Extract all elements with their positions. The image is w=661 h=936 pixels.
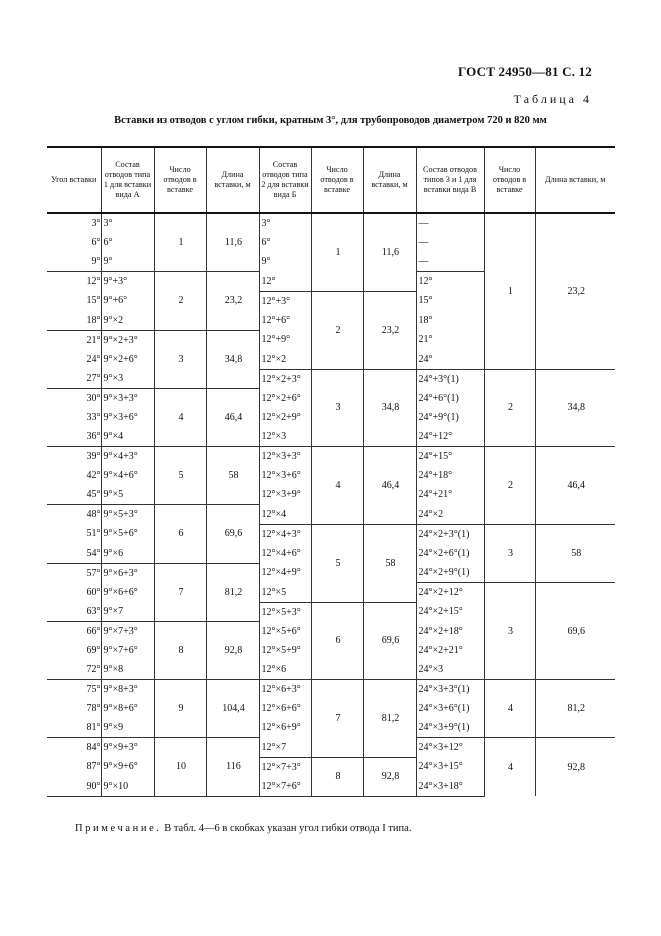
header-composition-a: Состав отводов типа 1 для вставки вида А: [101, 147, 154, 213]
table-row: [47, 524, 615, 544]
footnote: [75, 823, 411, 834]
angle-cell: 30°: [47, 389, 101, 409]
length-a-cell: 92,8: [206, 622, 259, 680]
header-length-c: Длина вставки, м: [535, 147, 615, 213]
table-body: [47, 213, 615, 796]
count-a-cell: 2: [154, 272, 206, 331]
composition-b-cell: 12°×4+9°: [259, 563, 311, 583]
composition-b-cell: 12°+9°: [259, 330, 311, 350]
angle-cell: 60°: [86, 586, 101, 598]
header-angle: Угол вставки: [51, 174, 97, 184]
length-c-cell: 81,2: [535, 680, 615, 738]
composition-a-cell: 9°×3+6°: [101, 408, 154, 427]
count-a-cell: 3: [154, 330, 206, 389]
angle-cell: 9°: [91, 256, 101, 267]
footnote-label: Примечание.: [75, 823, 162, 834]
composition-a-cell: 9°×9+6°: [101, 757, 154, 777]
count-a-cell: 7: [154, 563, 206, 622]
composition-a-cell: 9°×7+3°: [101, 622, 154, 642]
inserts-table: [47, 146, 615, 797]
count-a-cell: 1: [154, 213, 206, 272]
angle-cell: 39°: [47, 447, 101, 467]
header-composition-c: Состав отводов типов 3 и 1 для вставки вида В: [416, 147, 484, 213]
angle-cell: 45°: [86, 489, 101, 500]
composition-c-cell: 24°×3+15°: [416, 757, 484, 777]
angle-cell: 57°: [47, 563, 101, 583]
composition-c-cell: 24°+21°: [416, 485, 484, 505]
composition-a-cell: 9°+3°: [101, 272, 154, 292]
composition-b-cell: 12°×5+9°: [259, 641, 311, 660]
angle-cell: 90°: [47, 777, 101, 797]
composition-a-cell: 9°×6+6°: [101, 583, 154, 603]
header-count-a: Число отводов в вставке: [154, 147, 206, 213]
composition-c-cell: 24°+18°: [416, 466, 484, 485]
count-c-cell: 4: [484, 680, 535, 738]
composition-a-cell: 9°×7: [101, 602, 154, 622]
length-c-cell: 34,8: [535, 369, 615, 447]
angle-cell: 69°: [86, 645, 101, 656]
composition-c-cell: 24°+6°(1): [416, 389, 484, 409]
composition-b-cell: 12°×3+6°: [259, 466, 311, 485]
composition-c-cell: 24°×3: [416, 660, 484, 680]
length-b-cell: 69,6: [363, 602, 416, 680]
count-a-cell: 6: [154, 505, 206, 564]
length-c-cell: 58: [535, 524, 615, 583]
composition-a-cell: 9°×8: [101, 660, 154, 680]
length-a-cell: 34,8: [206, 330, 259, 389]
composition-c-cell: 24°×2+9°(1): [416, 563, 484, 583]
composition-b-cell: 12°×2+6°: [259, 389, 311, 409]
composition-c-cell: 21°: [416, 330, 484, 350]
composition-a-cell: 9°×3+3°: [101, 389, 154, 409]
composition-a-cell: 6°: [101, 233, 154, 252]
composition-b-cell: 6°: [259, 233, 311, 252]
composition-c-cell: 24°×3+6°(1): [416, 699, 484, 718]
count-a-cell: 10: [154, 738, 206, 797]
count-c-cell: 2: [484, 369, 535, 447]
composition-a-cell: 9°×8+6°: [101, 699, 154, 718]
composition-a-cell: 9°×4: [101, 427, 154, 447]
count-c-cell: 2: [484, 447, 535, 525]
composition-c-cell: —: [416, 233, 484, 252]
composition-a-cell: 9°×2+3°: [101, 330, 154, 350]
composition-a-cell: 9°×4+3°: [101, 447, 154, 467]
table-row: [47, 369, 615, 389]
composition-c-cell: 24°×3+12°: [416, 738, 484, 758]
composition-c-cell: 24°×2: [416, 505, 484, 525]
count-a-cell: 5: [154, 447, 206, 505]
composition-b-cell: 12°×2: [259, 350, 311, 370]
length-b-cell: 58: [363, 524, 416, 602]
length-a-cell: 81,2: [206, 563, 259, 622]
length-b-cell: 23,2: [363, 291, 416, 369]
composition-b-cell: 12°×2+9°: [259, 408, 311, 427]
angle-cell: 51°: [86, 528, 101, 540]
table-row: [47, 680, 615, 700]
composition-a-cell: 9°×5+6°: [101, 524, 154, 544]
composition-a-cell: 9°×6: [101, 544, 154, 564]
composition-a-cell: 9°×2+6°: [101, 350, 154, 370]
angle-cell: 36°: [86, 431, 101, 442]
composition-a-cell: 9°+6°: [101, 291, 154, 311]
count-b-cell: 8: [311, 757, 363, 796]
header-composition-b: Состав отводов типа 2 для вставки вида Б: [259, 147, 311, 213]
composition-a-cell: 9°×8+3°: [101, 680, 154, 700]
table-label: Таблица 4: [513, 92, 592, 106]
composition-a-cell: 9°×6+3°: [101, 563, 154, 583]
angle-cell: 24°: [86, 353, 101, 365]
length-b-cell: 34,8: [363, 369, 416, 447]
composition-b-cell: 12°×6+3°: [259, 680, 311, 700]
composition-c-cell: 15°: [416, 291, 484, 311]
composition-c-cell: 24°×3+18°: [416, 777, 484, 797]
composition-c-cell: 24°+15°: [416, 447, 484, 467]
header-length-b: Длина вставки, м: [363, 147, 416, 213]
composition-b-cell: 12°: [259, 272, 311, 292]
composition-b-cell: 12°×5: [259, 583, 311, 603]
angle-cell: 54°: [86, 547, 101, 559]
composition-c-cell: 24°×2+15°: [416, 602, 484, 622]
composition-b-cell: 12°×4+6°: [259, 544, 311, 564]
angle-cell: 66°: [47, 622, 101, 642]
length-c-cell: 46,4: [535, 447, 615, 525]
count-c-cell: 1: [484, 213, 535, 369]
footnote-text: В табл. 4—6 в скобках указан угол гибки отвода I типа.: [161, 823, 412, 834]
composition-b-cell: 12°×3: [259, 427, 311, 447]
composition-a-cell: 3°: [101, 213, 154, 233]
composition-b-cell: 12°×2+3°: [259, 369, 311, 389]
composition-b-cell: 12°+6°: [259, 311, 311, 331]
angle-cell: 72°: [86, 664, 101, 675]
length-a-cell: 11,6: [206, 213, 259, 272]
count-b-cell: 4: [311, 447, 363, 525]
composition-b-cell: 12°×7: [259, 738, 311, 758]
angle-cell: 15°: [86, 295, 101, 307]
composition-c-cell: —: [416, 252, 484, 272]
length-a-cell: 23,2: [206, 272, 259, 331]
composition-b-cell: 3°: [259, 213, 311, 233]
composition-a-cell: 9°×5+3°: [101, 505, 154, 525]
composition-b-cell: 12°×3+9°: [259, 485, 311, 505]
composition-a-cell: 9°×3: [101, 369, 154, 389]
angle-cell: 6°: [91, 237, 101, 248]
composition-c-cell: 24°+12°: [416, 427, 484, 447]
length-a-cell: 58: [206, 447, 259, 505]
angle-cell: 42°: [86, 470, 101, 481]
length-a-cell: 104,4: [206, 680, 259, 738]
composition-b-cell: 9°: [259, 252, 311, 272]
count-b-cell: 6: [311, 602, 363, 680]
count-b-cell: 5: [311, 524, 363, 602]
composition-c-cell: 24°×2+12°: [416, 583, 484, 603]
angle-cell: 63°: [86, 606, 101, 617]
header-length-a: Длина вставки, м: [206, 147, 259, 213]
angle-cell: 27°: [86, 373, 101, 384]
count-a-cell: 8: [154, 622, 206, 680]
length-b-cell: 81,2: [363, 680, 416, 758]
composition-a-cell: 9°×10: [101, 777, 154, 797]
count-a-cell: 9: [154, 680, 206, 738]
length-c-cell: 92,8: [535, 738, 615, 797]
composition-c-cell: 12°: [416, 272, 484, 292]
composition-c-cell: 24°: [416, 350, 484, 370]
count-c-cell: 3: [484, 524, 535, 583]
composition-c-cell: —: [416, 213, 484, 233]
count-a-cell: 4: [154, 389, 206, 447]
angle-cell: 75°: [47, 680, 101, 700]
composition-b-cell: 12°×4: [259, 505, 311, 525]
composition-b-cell: 12°×5+3°: [259, 602, 311, 622]
angle-cell: 81°: [86, 722, 101, 733]
header-count-b: Число отводов в вставке: [311, 147, 363, 213]
length-b-cell: 46,4: [363, 447, 416, 525]
composition-a-cell: 9°×5: [101, 485, 154, 505]
composition-a-cell: 9°×2: [101, 311, 154, 331]
length-a-cell: 46,4: [206, 389, 259, 447]
composition-a-cell: 9°×4+6°: [101, 466, 154, 485]
composition-c-cell: 24°×3+9°(1): [416, 718, 484, 738]
composition-b-cell: 12°×5+6°: [259, 622, 311, 642]
composition-c-cell: 24°+3°(1): [416, 369, 484, 389]
composition-b-cell: 12°+3°: [259, 291, 311, 311]
composition-c-cell: 24°×2+6°(1): [416, 544, 484, 564]
header-count-c: Число отводов в вставке: [484, 147, 535, 213]
composition-b-cell: 12°×6: [259, 660, 311, 680]
composition-a-cell: 9°×9: [101, 718, 154, 738]
length-b-cell: 92,8: [363, 757, 416, 796]
length-c-cell: 69,6: [535, 583, 615, 680]
length-c-cell: 23,2: [535, 213, 615, 369]
angle-cell: 3°: [47, 213, 101, 233]
composition-a-cell: 9°×7+6°: [101, 641, 154, 660]
count-b-cell: 7: [311, 680, 363, 758]
table-row: [47, 213, 615, 233]
count-c-cell: 3: [484, 583, 535, 680]
table-row: [47, 447, 615, 467]
composition-b-cell: 12°×4+3°: [259, 524, 311, 544]
angle-cell: 78°: [86, 703, 101, 714]
composition-b-cell: 12°×6+9°: [259, 718, 311, 738]
angle-cell: 18°: [86, 314, 101, 326]
composition-c-cell: 24°×2+18°: [416, 622, 484, 642]
length-b-cell: 11,6: [363, 213, 416, 291]
count-b-cell: 1: [311, 213, 363, 291]
length-a-cell: 69,6: [206, 505, 259, 564]
page-header: ГОСТ 24950—81 С. 12: [458, 64, 592, 79]
composition-a-cell: 9°: [101, 252, 154, 272]
count-b-cell: 3: [311, 369, 363, 447]
angle-cell: 12°: [47, 272, 101, 292]
count-b-cell: 2: [311, 291, 363, 369]
table-title: Вставки из отводов с углом гибки, кратным 3°, для трубопроводов диаметром 720 и 820 мм: [114, 115, 547, 126]
angle-cell: 33°: [86, 412, 101, 423]
angle-cell: 84°: [47, 738, 101, 758]
composition-b-cell: 12°×7+6°: [259, 777, 311, 797]
composition-b-cell: 12°×3+3°: [259, 447, 311, 467]
length-a-cell: 116: [206, 738, 259, 797]
angle-cell: 21°: [47, 330, 101, 350]
composition-c-cell: 24°×2+21°: [416, 641, 484, 660]
count-c-cell: 4: [484, 738, 535, 797]
angle-cell: 48°: [47, 505, 101, 525]
composition-a-cell: 9°×9+3°: [101, 738, 154, 758]
angle-cell: 87°: [86, 761, 101, 773]
composition-c-cell: 24°×3+3°(1): [416, 680, 484, 700]
composition-b-cell: 12°×7+3°: [259, 757, 311, 777]
composition-c-cell: 24°+9°(1): [416, 408, 484, 427]
composition-c-cell: 18°: [416, 311, 484, 331]
composition-c-cell: 24°×2+3°(1): [416, 524, 484, 544]
composition-b-cell: 12°×6+6°: [259, 699, 311, 718]
table-header-row: [47, 147, 615, 213]
